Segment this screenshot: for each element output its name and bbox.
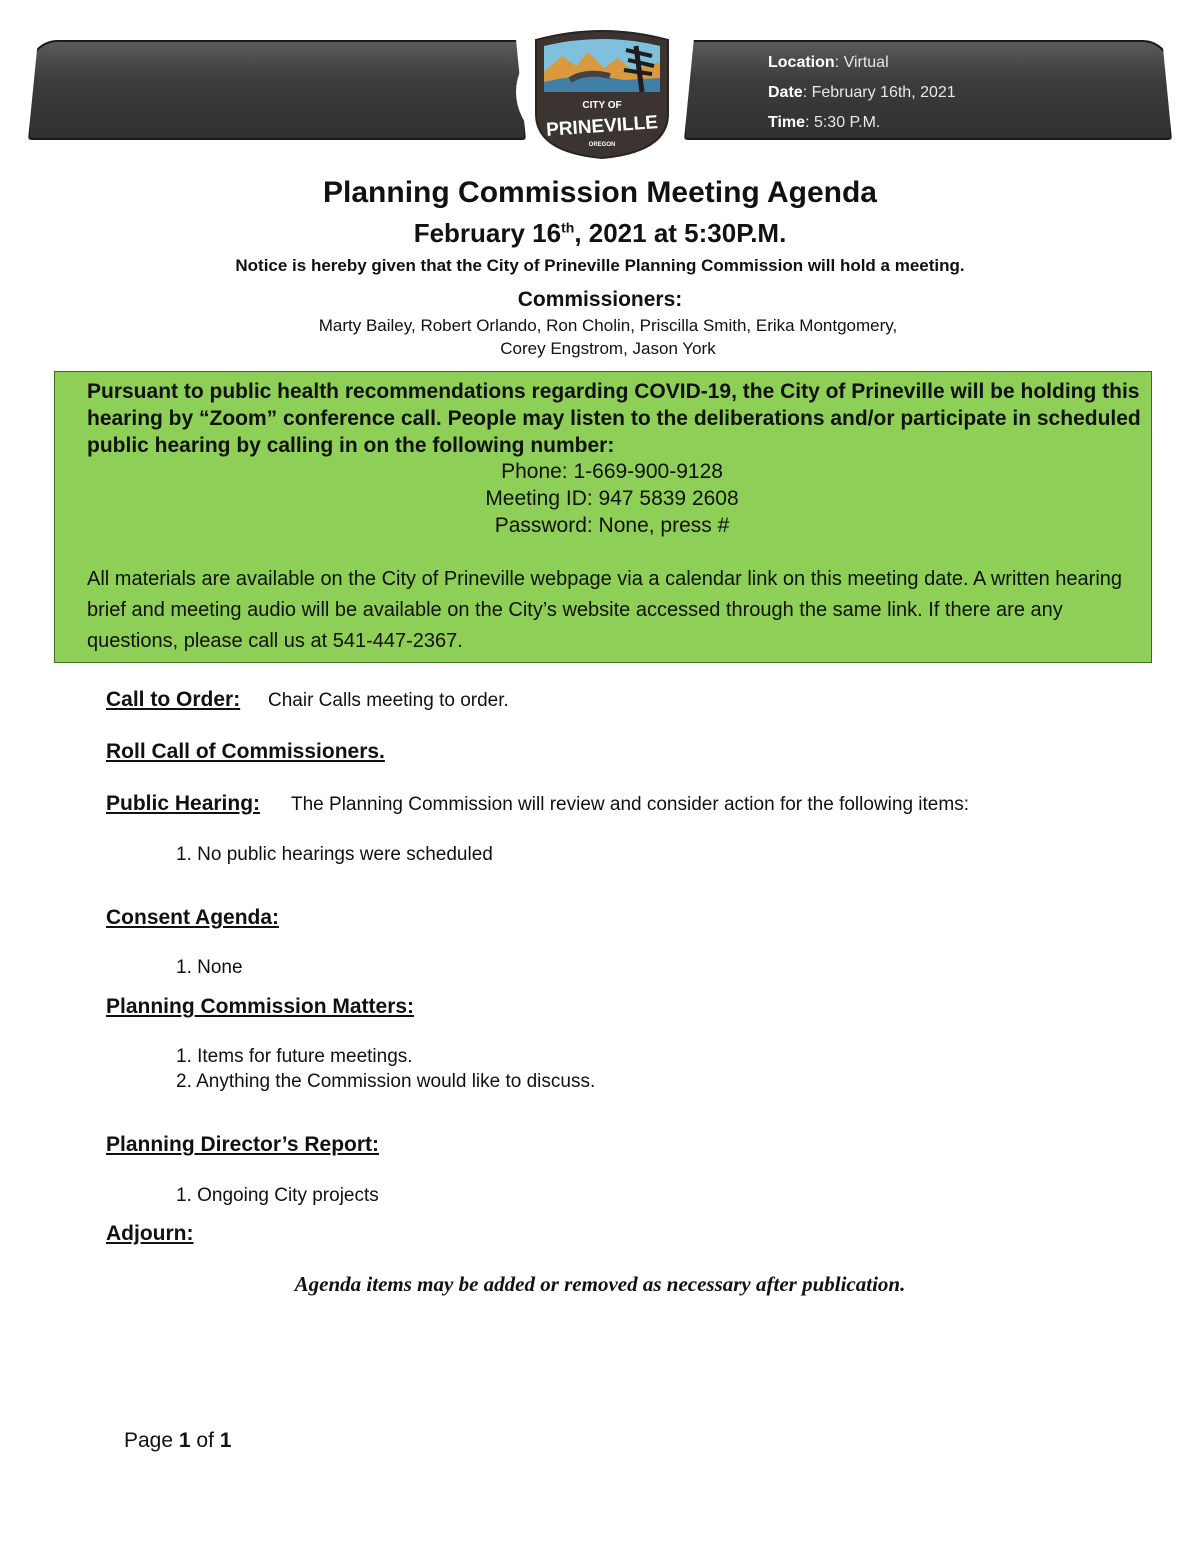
- commissioners-list: Marty Bailey, Robert Orlando, Ron Cholin, Priscilla Smith, Erika Montgomery, Corey Engstrom, Jason York: [318, 316, 898, 358]
- meeting-meta: [768, 48, 956, 138]
- logo-prineville: PRINEVILLE: [545, 112, 659, 141]
- covid-notice-text: Pursuant to public health recommendations regarding COVID-19, the City of Prineville will be holding this hearing by “Zoom” conference call. People may listen to the deliberations and/or participate in scheduled public hearing by calling in on the following number:: [87, 380, 1141, 457]
- adjourn-heading: Adjourn:: [106, 1222, 194, 1245]
- list-item: 1. Items for future meetings.: [176, 1046, 413, 1067]
- logo-city-of: CITY OF: [582, 100, 622, 111]
- materials-text: All materials are available on the City of Prineville webpage via a calendar link on this meeting date. A written hearing brief and meeting audio will be available on the City’s website accessed through the same link. If there are any questions, please call us at 541-447-2367.: [87, 568, 1123, 652]
- location-line: Location: Virtual: [768, 54, 889, 71]
- list-item: 2. Anything the Commission would like to discuss.: [176, 1071, 596, 1092]
- covid-info-box: [54, 371, 1152, 663]
- roll-call-heading: Roll Call of Commissioners.: [106, 740, 385, 763]
- city-logo: [514, 22, 690, 162]
- phone-number: Phone: 1-669-900-9128: [501, 460, 723, 483]
- public-hearing-heading: Public Hearing:: [106, 792, 261, 815]
- page-title: Planning Commission Meeting Agenda: [323, 176, 877, 209]
- meeting-datetime: February 16th, 2021 at 5:30P.M.: [413, 218, 787, 248]
- list-item: 1. None: [176, 957, 243, 978]
- meeting-id: Meeting ID: 947 5839 2608: [485, 487, 739, 510]
- call-to-order-heading: Call to Order:: [106, 688, 241, 711]
- list-item: 1. No public hearings were scheduled: [176, 844, 493, 865]
- call-to-order-text: Chair Calls meeting to order.: [268, 690, 509, 711]
- consent-agenda-heading: Consent Agenda:: [106, 906, 280, 929]
- time-line: Time: 5:30 P.M.: [768, 114, 881, 131]
- list-item: 1. Ongoing City projects: [176, 1185, 379, 1206]
- footer-note: Agenda items may be added or removed as necessary after publication.: [294, 1272, 906, 1296]
- meeting-notice: Notice is hereby given that the City of Prineville Planning Commission will hold a meeting.: [235, 256, 965, 275]
- logo-oregon: OREGON: [588, 142, 616, 148]
- meeting-password: Password: None, press #: [494, 514, 730, 537]
- page-number: Page 1 of 1: [124, 1429, 232, 1452]
- date-line: Date: February 16th, 2021: [768, 84, 956, 101]
- header-banner-left: [28, 40, 526, 140]
- public-hearing-text: The Planning Commission will review and consider action for the following items:: [291, 794, 969, 815]
- director-report-heading: Planning Director’s Report:: [106, 1133, 380, 1156]
- pc-matters-heading: Planning Commission Matters:: [106, 995, 415, 1018]
- commissioners-heading: Commissioners:: [517, 288, 683, 311]
